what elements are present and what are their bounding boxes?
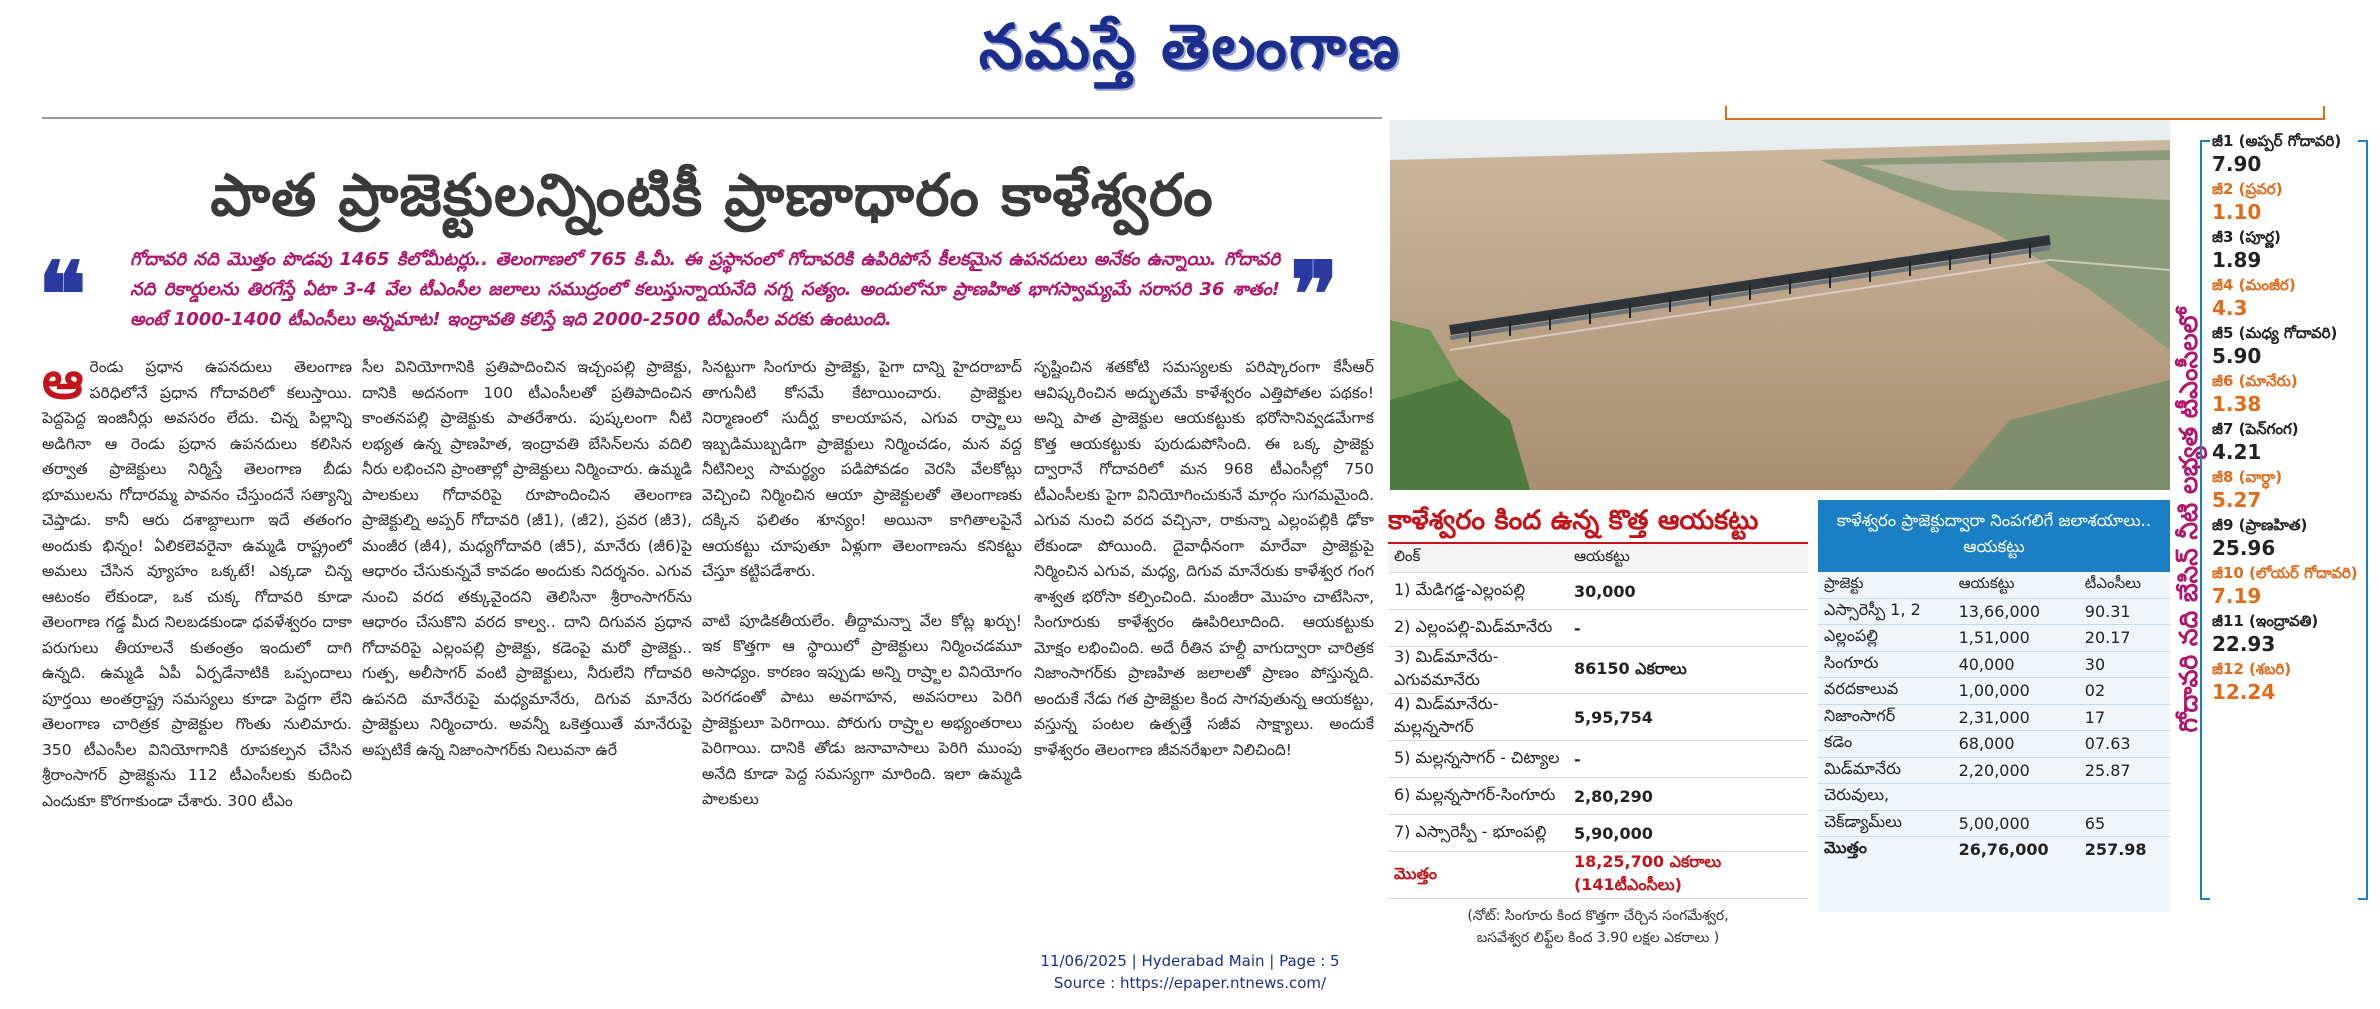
article-column-3b-text: వాటి పూడికతీయలేం. తీద్దామన్నా వేల కోట్ల ఖర్చు! ఇక కొత్తగా ఆ స్థాయిలో ప్రాజెక్టులు నిర్మించడమూ అసాధ్యం. కారణం ఇప్పుడు అన్ని రాష్ర్టాల వినియోగం పెరగడంతో పాటు అవగాహన, అవసరాలు పెరిగి ప్రాజెక్టులూ పెరిగాయి. పోరుగు రాష్ర్టాల అభ్యంతరాలు పెరిగాయి. దానికి తోడు జనావాసాలు పెరిగి ముంపు అనేది కూడా పెద్ద సమస్యగా మారింది. ఇలా ఉమ్మడి పాలకులు: [702, 611, 1022, 808]
table-row: [1388, 573, 1808, 610]
table-header-row: [1388, 544, 1808, 573]
subbasin-item: [2212, 468, 2358, 514]
link-cell: 5) మల్లన్నసాగర్ - చిట్యాల: [1388, 741, 1568, 778]
subbasin-value: 5.90: [2212, 344, 2262, 368]
table-row: [1818, 651, 2170, 678]
total-ayacut: 26,76,000: [1958, 840, 2049, 860]
subbasin-value: 25.96: [2212, 536, 2276, 560]
ayacut-cell: 68,000: [1953, 731, 2079, 758]
project-cell: మిడ్‌మానేరు: [1818, 757, 1953, 784]
column-header-link: లింక్: [1388, 544, 1568, 573]
article-column-3a-text: సినట్టుగా సింగూరు ప్రాజెక్టు, పైగా దాన్ని హైదరాబాద్ తాగునీటి కోసమే కేటాయించారు. ప్రాజెక్టుల నిర్మాణంలో సుదీర్ఘ కాలయాపన, ఎగువ రాష్ర్టాలు ఇబ్బడిముబ్బడిగా ప్రాజెక్టులు నిర్మించడం, మన వద్ద నీటినిల్వ సామర్థ్యం పడిపోవడం వెరసి వేలకోట్లు వెచ్చించి నిర్మించిన ఆయా ప్రాజెక్టులతో తెలంగాణకు దక్కిన ఫలితం శూన్యం! అయినా కాగితాలపైనే ఆయకట్టు చూపుతూ ఏళ్లుగా తెలంగాణను కనికట్టు చేస్తూ కట్టిపడేశారు.: [702, 358, 1022, 580]
headline: పాత ప్రాజెక్టులన్నింటికీ ప్రాణాధారం కాళేశ్వరం: [210, 161, 1214, 229]
tmc-cell: 30: [2079, 651, 2170, 678]
column-header-ayacut: ఆయకట్టు: [1953, 572, 2079, 598]
table-row: [1388, 647, 1808, 694]
ayacut-note-line-2: బసవేశ్వర లిఫ్ట్‌ల కింద 3.90 లక్షల ఎకరాలు ): [1476, 930, 1720, 946]
subbasin-value: 12.24: [2212, 680, 2276, 704]
ayacut-cell: 13,66,000: [1953, 598, 2079, 625]
article-column-4-text: సృష్టించిన శతకోటి సమస్యలకు పరిష్కారంగా కేసీఆర్ ఆవిష్కరించిన అద్భుతమే కాళేశ్వరం ఎత్తిపోతల పథకం! అన్ని పాత ప్రాజెక్టుల ఆయకట్టుకు భరోసానివ్వడమేగాక కొత్త ఆయకట్టుకు పురుడుపోసింది. ఈ ఒక్క ప్రాజెక్టు ద్వారానే గోదావరిలో మన 968 టీఎంసీల్లో 750 టీఎంసీలకు పైగా వినియోగించుకునే మార్గం సుగమమైంది. ఎగువ నుంచి వరద వచ్చినా, రాకున్నా ఎల్లంపల్లికి ఢోకా లేకుండా పోయింది. దైవాధీనంగా మారేవా ప్రాజెక్టుపై నిర్మించిన ఎగువ, మధ్య, దిగువ మానేరుకు కాళేశ్వర గంగ శాశ్వత భరోసా కల్పించింది. మంజీరా మొహం చాటేసినా, సింగూరుకు కాళేశ్వరం ఊపిరిలూదింది. ఆయకట్టుకు మోక్షం లభించింది. అదే రీతిన హల్దీ వాగుద్వారా చారిత్రక నిజాంసాగర్‌కు ప్రాణహిత జలాలతో ప్రాణం పోస్తున్నది. అందుకే నేడు గత ప్రాజెక్టుల కింద సాగవుతున్న ఆయకట్టు, వస్తున్న పంటల ఉత్పత్తే సజీవ సాక్ష్యాలు. అందుకే కాళేశ్వరం తెలంగాణ జీవనరేఖలా నిలిచింది!: [1034, 358, 1374, 759]
subbasin-item: [2212, 660, 2358, 706]
total-label: మొత్తం: [1388, 852, 1568, 899]
tmc-cell: 17: [2079, 704, 2170, 731]
subbasin-name: జీ7 (పెన్‌గంగ): [2212, 420, 2299, 438]
table-row: [1388, 610, 1808, 647]
subbasin-name: జీ10 (లోయర్ గోదావరి): [2212, 564, 2358, 582]
table-row: [1818, 810, 2170, 837]
new-ayacut-title: కాళేశ్వరం కింద ఉన్న కొత్త ఆయకట్టు: [1388, 500, 1808, 544]
project-cell: ఎల్లంపల్లి: [1818, 625, 1953, 652]
ayacut-cell: 40,000: [1953, 651, 2079, 678]
page-footer: [0, 950, 2380, 994]
quote-close-icon: ❞: [1290, 242, 1339, 348]
ayacut-cell: -: [1568, 741, 1808, 778]
article-column-3: [702, 355, 1022, 915]
footer-date-edition: 11/06/2025 | Hyderabad Main | Page : 5: [1040, 952, 1340, 970]
tmc-cell: 65: [2079, 810, 2170, 837]
table-row: [1818, 598, 2170, 625]
new-ayacut-table: [1388, 544, 1808, 899]
total-row: [1388, 852, 1808, 899]
subbasin-name: జీ8 (వార్ధా): [2212, 468, 2283, 486]
tmc-cell: 07.63: [2079, 731, 2170, 758]
total-row: [1818, 837, 2170, 863]
quote-open-icon: ❝: [38, 242, 87, 348]
table-row: [1388, 741, 1808, 778]
link-cell: 2) ఎల్లంపల్లి-మిడ్‌మానేరు: [1388, 610, 1568, 647]
ayacut-cell: 1,51,000: [1953, 625, 2079, 652]
subbasin-list: [2212, 132, 2358, 708]
article-column-2-text: సీల వినియోగానికి ప్రతిపాదించిన ఇచ్చంపల్లి ప్రాజెక్టు, దానికి అదనంగా 100 టీఎంసీలతో ప్రతిపాదించిన కాంతనపల్లి ప్రాజెక్టుకు పాతరేశారు. పుష్కలంగా నీటి లభ్యత ఉన్న ప్రాణహిత, ఇంద్రావతి బేసిన్‌లను వదిలి నీరు లభించని ప్రాంతాల్లో ప్రాజెక్టులు నిర్మించారు. ఉమ్మడి పాలకులు గోదావరిపై రూపొందించిన తెలంగాణ ప్రాజెక్టుల్ని అప్పర్ గోదావరి (జీ1), (జీ2), ప్రవర (జీ3), మంజీర (జీ4), మధ్యగోదావరి (జీ5), మానేరు (జీ6)పై ఆధారం చేసుకున్నవే కావడం అందుకు నిదర్శనం. ఎగువ నుంచి వరద తక్కువైందని తెలిసినా శ్రీరాంసాగర్‌ను ఆధారం చేసుకొని వరద కాల్వ.. దాని దిగువన ప్రధాన గోదావరిపై ఎల్లంపల్లి ప్రాజెక్టు, కడెంపై మరో ప్రాజెక్టు.. గుత్ప, అలీసాగర్ వంటి ప్రాజెక్టులు, నీరులేని గోదావరి ఉపనది మానేరుపై మధ్యమానేరు, దిగువ మానేరు ప్రాజెక్టులు నిర్మించారు. అవన్నీ ఒకెత్తయితే మానేరుపై అప్పటికే ఉన్న నిజాంసాగర్‌కు నిలువనా ఉరే: [362, 358, 692, 759]
subbasin-item: [2212, 324, 2358, 370]
subbasin-item: [2212, 276, 2358, 322]
subbasin-item: [2212, 612, 2358, 658]
table-header-row: [1818, 572, 2170, 598]
total-label: మొత్తం: [1824, 838, 1868, 858]
tmc-cell: 02: [2079, 678, 2170, 705]
project-cell: చెక్‌డ్యామ్‌లు: [1818, 810, 1953, 837]
link-cell: 4) మిడ్‌మానేరు-మల్లన్నసాగర్: [1388, 694, 1568, 741]
total-value: 18,25,700 ఎకరాలు (141టీఎంసీలు): [1568, 852, 1808, 899]
subbasin-value: 7.90: [2212, 152, 2262, 176]
ayacut-cell: 2,31,000: [1953, 704, 2079, 731]
tmc-cell: 25.87: [2079, 757, 2170, 784]
subbasin-name: జీ11 (ఇంద్రావతి): [2212, 612, 2319, 630]
side-vertical-title-text: గోదావరి నది బేసిన్ నీటి లభ్యత టీఎంసీలలో: [2174, 307, 2203, 733]
reservoir-panel: [1818, 500, 2170, 912]
subbasin-name: జీ2 (ప్రవర): [2212, 180, 2283, 198]
side-bracket-left: [2200, 140, 2210, 900]
table-row: [1818, 784, 2170, 811]
ayacut-cell: 86150 ఎకరాలు: [1568, 647, 1808, 694]
link-cell: 1) మేడిగడ్డ-ఎల్లంపల్లి: [1388, 573, 1568, 610]
subbasin-item: [2212, 132, 2358, 178]
subbasin-name: జీ1 (అప్పర్ గోదావరి): [2212, 132, 2342, 150]
subbasin-name: జీ5 (మధ్య గోదావరి): [2212, 324, 2338, 342]
ayacut-cell: 5,95,754: [1568, 694, 1808, 741]
side-bracket-right: [2358, 140, 2368, 900]
subbasin-item: [2212, 420, 2358, 466]
table-row: [1818, 678, 2170, 705]
ayacut-cell: 2,20,000: [1953, 757, 2079, 784]
subbasin-item: [2212, 180, 2358, 226]
tmc-cell: [2079, 784, 2170, 811]
article-column-1-text: రెండు ప్రధాన ఉపనదులు తెలంగాణ పరిధిలోనే ప్రధాన గోదావరిలో కలుస్తాయి. పెద్దపెద్ద ఇంజినీర్లు అవసరం లేదు. చిన్న పిల్లాన్ని అడిగినా ఆ రెండు ప్రధాన ఉపనదులు కలిసిన తర్వాత ప్రాజెక్టులు నిర్మిస్తే తెలంగాణ బీడు భూములను గోదారమ్మ పావనం చేస్తుందనే సత్యాన్ని చెప్తాడు. కానీ ఆరు దశాబ్దాలుగా ఇదే తతంగం అందుకు భిన్నం! ఏలికలెవరైనా ఉమ్మడి రాష్ట్రంలో అమలు చేసిన వ్యూహం ఒక్కటే! ఎక్కడా చిన్న ఆటంకం లేకుండా, ఒక చుక్క గోదావరి కూడా తెలంగాణ గడ్డ మీద నిలబడకుండా ధవళేశ్వరం దాకా పరుగులు తీయాలనే కుతంత్రం ఇందులో దాగి ఉన్నది. ఉమ్మడి ఏపీ ఏర్పడేనాటికి ఒప్పందాలు పూర్తయి అంతర్రాష్ట్ర సమస్యలు కూడా పెద్దగా లేని తెలంగాణ చారిత్రక ప్రాజెక్టుల గొంతు నులిమారు. 350 టీఎంసీల వినియోగానికి రూపకల్పన చేసిన శ్రీరాంసాగర్ ప్రాజెక్టును 112 టీఎంసీలకు కుదించి ఎందుకూ కొరగాకుండా చేశారు. 300 టీఎం: [42, 358, 352, 810]
subbasin-item: [2212, 516, 2358, 562]
table-row: [1818, 757, 2170, 784]
ayacut-note: [1388, 905, 1808, 949]
subbasin-value: 1.89: [2212, 248, 2262, 272]
masthead-logo: [0, 0, 2380, 100]
subbasin-name: జీ9 (ప్రాణహిత): [2212, 516, 2308, 534]
ayacut-cell: 5,00,000: [1953, 810, 2079, 837]
table-row: [1388, 694, 1808, 741]
ayacut-cell: [1953, 784, 2079, 811]
project-cell: ఎస్సారెస్పీ 1, 2: [1818, 598, 1953, 625]
ayacut-note-line-1: (నోట్: సింగూరు కింద కొత్తగా చేర్చిన సంగమేశ్వర,: [1467, 908, 1729, 924]
subbasin-value: 4.3: [2212, 296, 2248, 320]
deck-text: గోదావరి నది మొత్తం పొడవు 1465 కిలోమీటర్లు.. తెలంగాణలో 765 కి.మీ. ఈ ప్రస్థానంలో గోదావరికి ఉపిరిపోసే కీలకమైన ఉపనదులు అనేకం ఉన్నాయి. గోదావరి నది రికార్డులను తిరగేస్తే ఏటా 3-4 వేల టీఎంసీల జలాలు సముద్రంలో కలుస్తున్నాయనేది నగ్న సత్యం. అందులోనూ ప్రాణహిత భాగస్వామ్యమే సరాసరి 36 శాతం! అంటే 1000-1400 టీఎంసీలు అన్నమాట! ఇంద్రావతి కలిస్తే ఇది 2000-2500 టీఎంసీల వరకు ఉంటుంది.: [130, 249, 1280, 330]
total-tmc: 257.98: [2084, 840, 2147, 860]
column-header-tmc: టీఎంసీలు: [2079, 572, 2170, 598]
table-row: [1818, 625, 2170, 652]
reservoir-title: కాళేశ్వరం ప్రాజెక్టుద్వారా నింపగలిగే జలాశయాలు.. ఆయకట్టు: [1818, 500, 2170, 572]
table-row: [1818, 704, 2170, 731]
column-header-project: ప్రాజెక్టు: [1818, 572, 1953, 598]
project-cell: నిజాంసాగర్: [1818, 704, 1953, 731]
subbasin-name: జీ4 (మంజీర): [2212, 276, 2296, 294]
subbasin-value: 7.19: [2212, 584, 2262, 608]
reservoir-table: [1818, 572, 2170, 863]
link-cell: 6) మల్లన్నసాగర్-సింగూరు: [1388, 778, 1568, 815]
link-cell: 3) మిడ్‌మానేరు-ఎగువమానేరు: [1388, 647, 1568, 694]
subbasin-value: 4.21: [2212, 440, 2262, 464]
subbasin-item: [2212, 228, 2358, 274]
top-divider: [42, 117, 1382, 119]
dropcap: ఆ: [42, 355, 84, 411]
project-cell: చెరువులు,: [1818, 784, 1953, 811]
project-cell: సింగూరు: [1818, 651, 1953, 678]
ayacut-cell: 2,80,290: [1568, 778, 1808, 815]
ayacut-cell: 5,90,000: [1568, 815, 1808, 852]
column-header-ayacut: ఆయకట్టు: [1568, 544, 1808, 573]
masthead-title: నమస్తే తెలంగాణ: [978, 10, 1402, 83]
project-cell: వరదకాలువ: [1818, 678, 1953, 705]
article-column-1: [42, 355, 352, 915]
ayacut-cell: 30,000: [1568, 573, 1808, 610]
barrage-photo: [1390, 120, 2170, 490]
subbasin-name: జీ6 (మానేరు): [2212, 372, 2298, 390]
new-ayacut-panel: [1388, 500, 1808, 946]
photo-top-bracket: [1725, 106, 2325, 120]
barrage-illustration: [1390, 120, 2170, 490]
ayacut-cell: -: [1568, 610, 1808, 647]
table-row: [1388, 778, 1808, 815]
link-cell: 7) ఎస్సారెస్పీ - భూంపల్లి: [1388, 815, 1568, 852]
tmc-cell: 90.31: [2079, 598, 2170, 625]
subbasin-name: జీ3 (పూర్ణ): [2212, 228, 2281, 246]
subbasin-value: 5.27: [2212, 488, 2262, 512]
table-row: [1818, 731, 2170, 758]
subbasin-value: 22.93: [2212, 632, 2276, 656]
footer-source: Source : https://epaper.ntnews.com/: [1053, 974, 1327, 992]
subbasin-name: జీ12 (శబరి): [2212, 660, 2292, 678]
subbasin-item: [2212, 564, 2358, 610]
table-row: [1388, 815, 1808, 852]
paragraph-gap: [702, 585, 1022, 609]
tmc-cell: 20.17: [2079, 625, 2170, 652]
project-cell: కడెం: [1818, 731, 1953, 758]
subbasin-value: 1.10: [2212, 200, 2262, 224]
article-column-4: [1034, 355, 1374, 915]
subbasin-value: 1.38: [2212, 392, 2262, 416]
ayacut-cell: 1,00,000: [1953, 678, 2079, 705]
article-column-2: [362, 355, 692, 915]
subbasin-item: [2212, 372, 2358, 418]
